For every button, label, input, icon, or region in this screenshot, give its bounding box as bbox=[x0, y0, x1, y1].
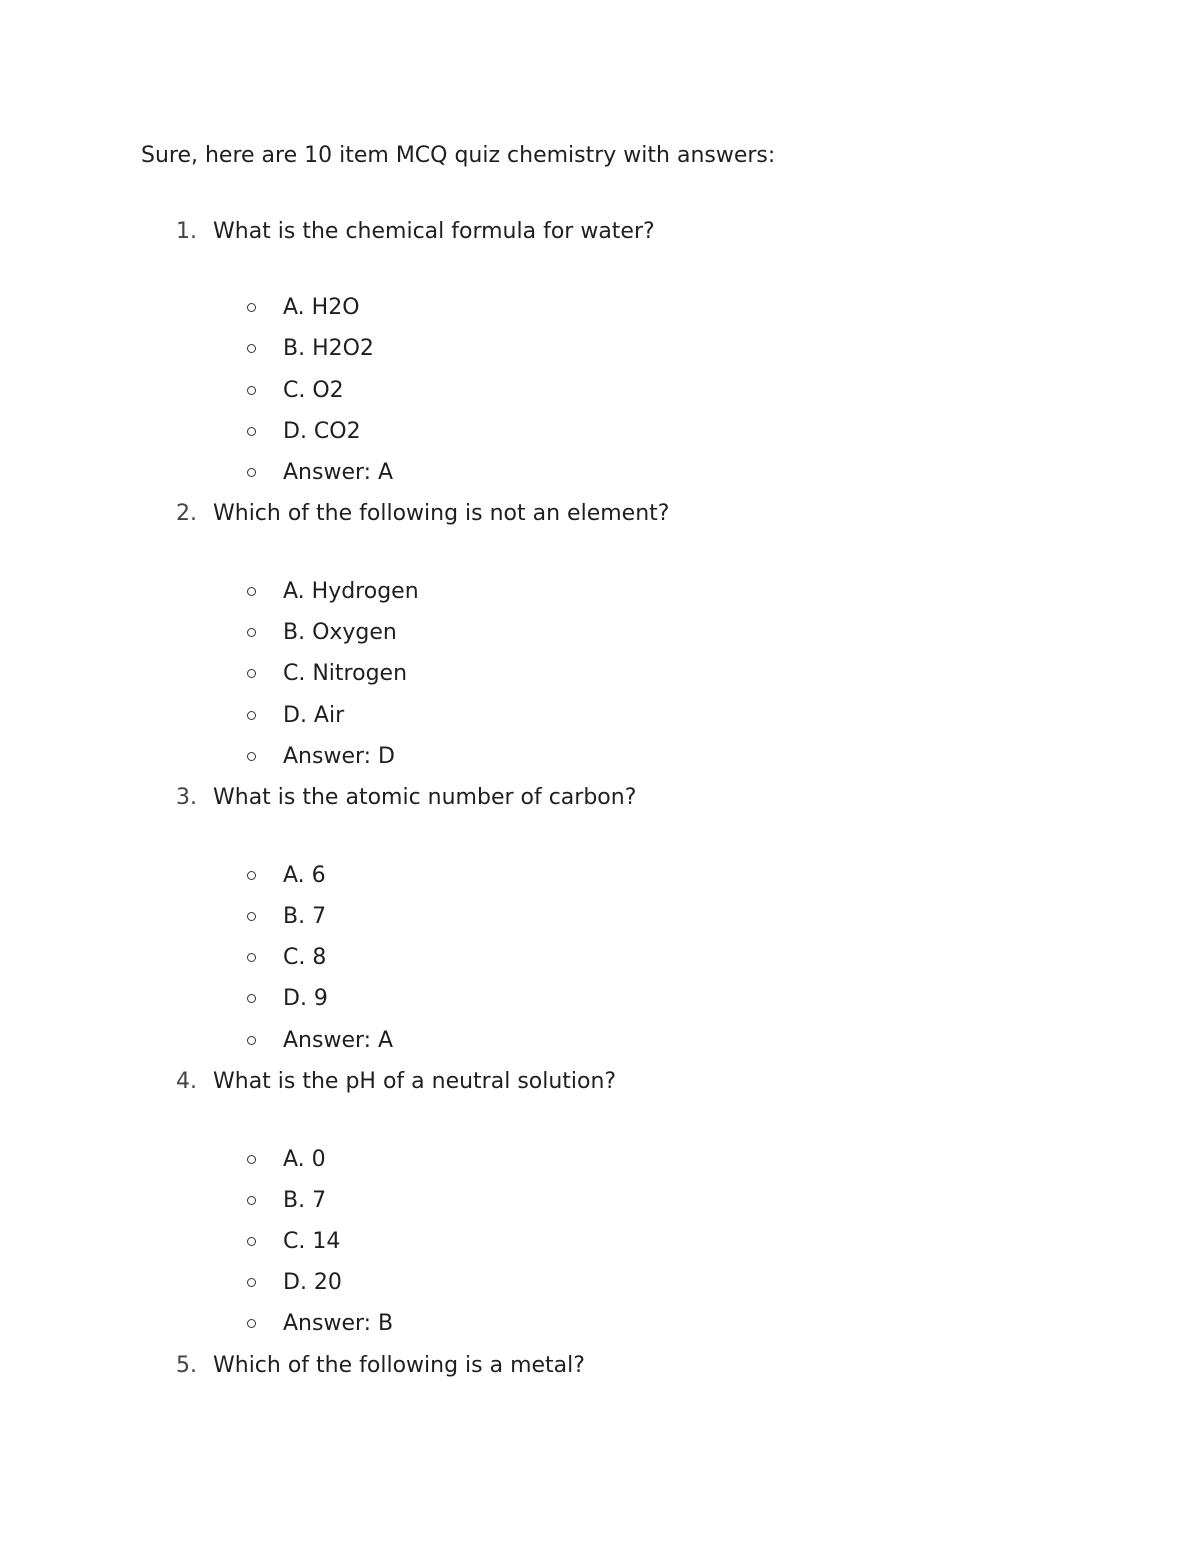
hollow-circle-bullet-icon bbox=[247, 344, 256, 353]
option-text: C. 14 bbox=[283, 1229, 341, 1254]
answer-text: Answer: A bbox=[283, 460, 394, 485]
hollow-circle-bullet-icon bbox=[247, 752, 256, 761]
option-text: B. 7 bbox=[283, 904, 327, 929]
hollow-circle-bullet-icon bbox=[247, 953, 256, 962]
question-text: Which of the following is not an element? bbox=[213, 501, 670, 526]
intro-text: Sure, here are 10 item MCQ quiz chemistry with answers: bbox=[141, 143, 776, 168]
hollow-circle-bullet-icon bbox=[247, 386, 256, 395]
hollow-circle-bullet-icon bbox=[247, 912, 256, 921]
hollow-circle-bullet-icon bbox=[247, 1278, 256, 1287]
hollow-circle-bullet-icon bbox=[247, 1237, 256, 1246]
option-text: A. 0 bbox=[283, 1147, 326, 1172]
hollow-circle-bullet-icon bbox=[247, 427, 256, 436]
hollow-circle-bullet-icon bbox=[247, 1196, 256, 1205]
hollow-circle-bullet-icon bbox=[247, 711, 256, 720]
hollow-circle-bullet-icon bbox=[247, 587, 256, 596]
option-text: D. 9 bbox=[283, 986, 328, 1011]
hollow-circle-bullet-icon bbox=[247, 1155, 256, 1164]
option-text: C. 8 bbox=[283, 945, 327, 970]
hollow-circle-bullet-icon bbox=[247, 303, 256, 312]
option-text: A. 6 bbox=[283, 863, 326, 888]
question-number: 4. bbox=[176, 1069, 197, 1094]
option-text: B. 7 bbox=[283, 1188, 327, 1213]
hollow-circle-bullet-icon bbox=[247, 669, 256, 678]
answer-text: Answer: A bbox=[283, 1028, 394, 1053]
hollow-circle-bullet-icon bbox=[247, 994, 256, 1003]
question-number: 5. bbox=[176, 1353, 197, 1378]
option-text: A. H2O bbox=[283, 295, 360, 320]
hollow-circle-bullet-icon bbox=[247, 871, 256, 880]
option-text: C. Nitrogen bbox=[283, 661, 408, 686]
option-text: A. Hydrogen bbox=[283, 579, 419, 604]
option-text: D. CO2 bbox=[283, 419, 361, 444]
hollow-circle-bullet-icon bbox=[247, 1319, 256, 1328]
question-number: 2. bbox=[176, 501, 197, 526]
option-text: B. H2O2 bbox=[283, 336, 374, 361]
answer-text: Answer: D bbox=[283, 744, 395, 769]
option-text: D. 20 bbox=[283, 1270, 342, 1295]
hollow-circle-bullet-icon bbox=[247, 628, 256, 637]
option-text: C. O2 bbox=[283, 378, 344, 403]
answer-text: Answer: B bbox=[283, 1311, 394, 1336]
question-number: 3. bbox=[176, 785, 197, 810]
question-text: What is the pH of a neutral solution? bbox=[213, 1069, 617, 1094]
option-text: D. Air bbox=[283, 703, 345, 728]
hollow-circle-bullet-icon bbox=[247, 1036, 256, 1045]
question-text: What is the chemical formula for water? bbox=[213, 219, 655, 244]
question-text: Which of the following is a metal? bbox=[213, 1353, 585, 1378]
hollow-circle-bullet-icon bbox=[247, 468, 256, 477]
question-number: 1. bbox=[176, 219, 197, 244]
option-text: B. Oxygen bbox=[283, 620, 397, 645]
question-text: What is the atomic number of carbon? bbox=[213, 785, 637, 810]
